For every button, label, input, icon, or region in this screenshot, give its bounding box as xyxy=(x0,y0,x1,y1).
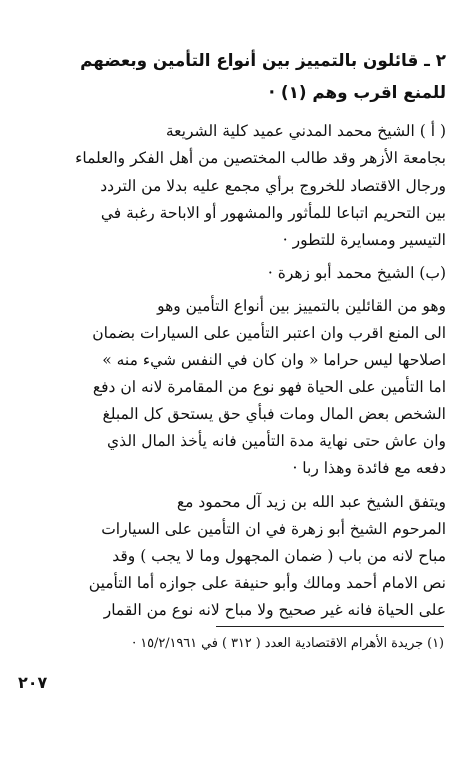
page-number: ٢٠٧ xyxy=(18,673,48,692)
section-a-line-2: بجامعة الأزهر وقد طالب المختصين من أهل الفكر والعلماء xyxy=(75,149,446,167)
paragraph-one-line-5: الشخص بعض المال ومات فبأي حق يستحق كل المبلغ xyxy=(102,405,446,423)
paragraph-two-line-3: مباح لانه من باب ( ضمان المجهول وما لا يجب ) وقد xyxy=(112,547,446,565)
paragraph-two-line-2: المرحوم الشيخ أبو زهرة في ان التأمين على السيارات xyxy=(101,520,446,538)
section-b-heading: (ب) الشيخ محمد أبو زهرة · xyxy=(267,264,446,282)
paragraph-one-line-6: وان عاش حتى نهاية مدة التأمين فانه يأخذ المال الذي xyxy=(107,432,446,450)
paragraph-one-line-7: دفعه مع فائدة وهذا ربا · xyxy=(292,459,446,477)
paragraph-one-line-2: الى المنع اقرب وان اعتبر التأمين على السيارات بضمان xyxy=(92,324,446,342)
paragraph-one-line-3: اصلاحها ليس حراما « وان كان في النفس شيء منه » xyxy=(102,351,446,369)
paragraph-two-line-5: على الحياة فانه غير صحيح ولا مباح لانه نوع من القمار xyxy=(103,601,446,619)
section-heading-line-1: ٢ ـ قائلون بالتمييز بين أنواع التأمين وبعضهم xyxy=(80,50,446,70)
section-heading-line-2: للمنع اقرب وهم (١) · xyxy=(268,82,446,102)
paragraph-two-line-4: نص الامام أحمد ومالك وأبو حنيفة على جوازه أما التأمين xyxy=(88,574,446,592)
section-a-line-1: ( أ ) الشيخ محمد المدني عميد كلية الشريعة xyxy=(165,122,446,140)
paragraph-one-line-1: وهو من القائلين بالتمييز بين أنواع التأمين وهو xyxy=(157,297,446,315)
paragraph-two-line-1: ويتفق الشيخ عبد الله بن زيد آل محمود مع xyxy=(176,493,446,511)
paragraph-one-line-4: اما التأمين على الحياة فهو نوع من المقامرة لانه ان دفع xyxy=(92,378,446,396)
footnote-separator xyxy=(216,626,444,627)
section-a-line-5: التيسير ومسايرة للتطور · xyxy=(282,231,446,249)
footnote: (١) جريدة الأهرام الاقتصادية العدد ( ٣١٢ ) في ١٥/٢/١٩٦١ · xyxy=(132,636,444,651)
section-a-line-4: بين التحريم اتباعا للمأثور والمشهور أو الاباحة رغبة في xyxy=(100,204,446,222)
section-a-line-3: ورجال الاقتصاد للخروج برأي مجمع عليه بدلا من التردد xyxy=(100,177,446,195)
